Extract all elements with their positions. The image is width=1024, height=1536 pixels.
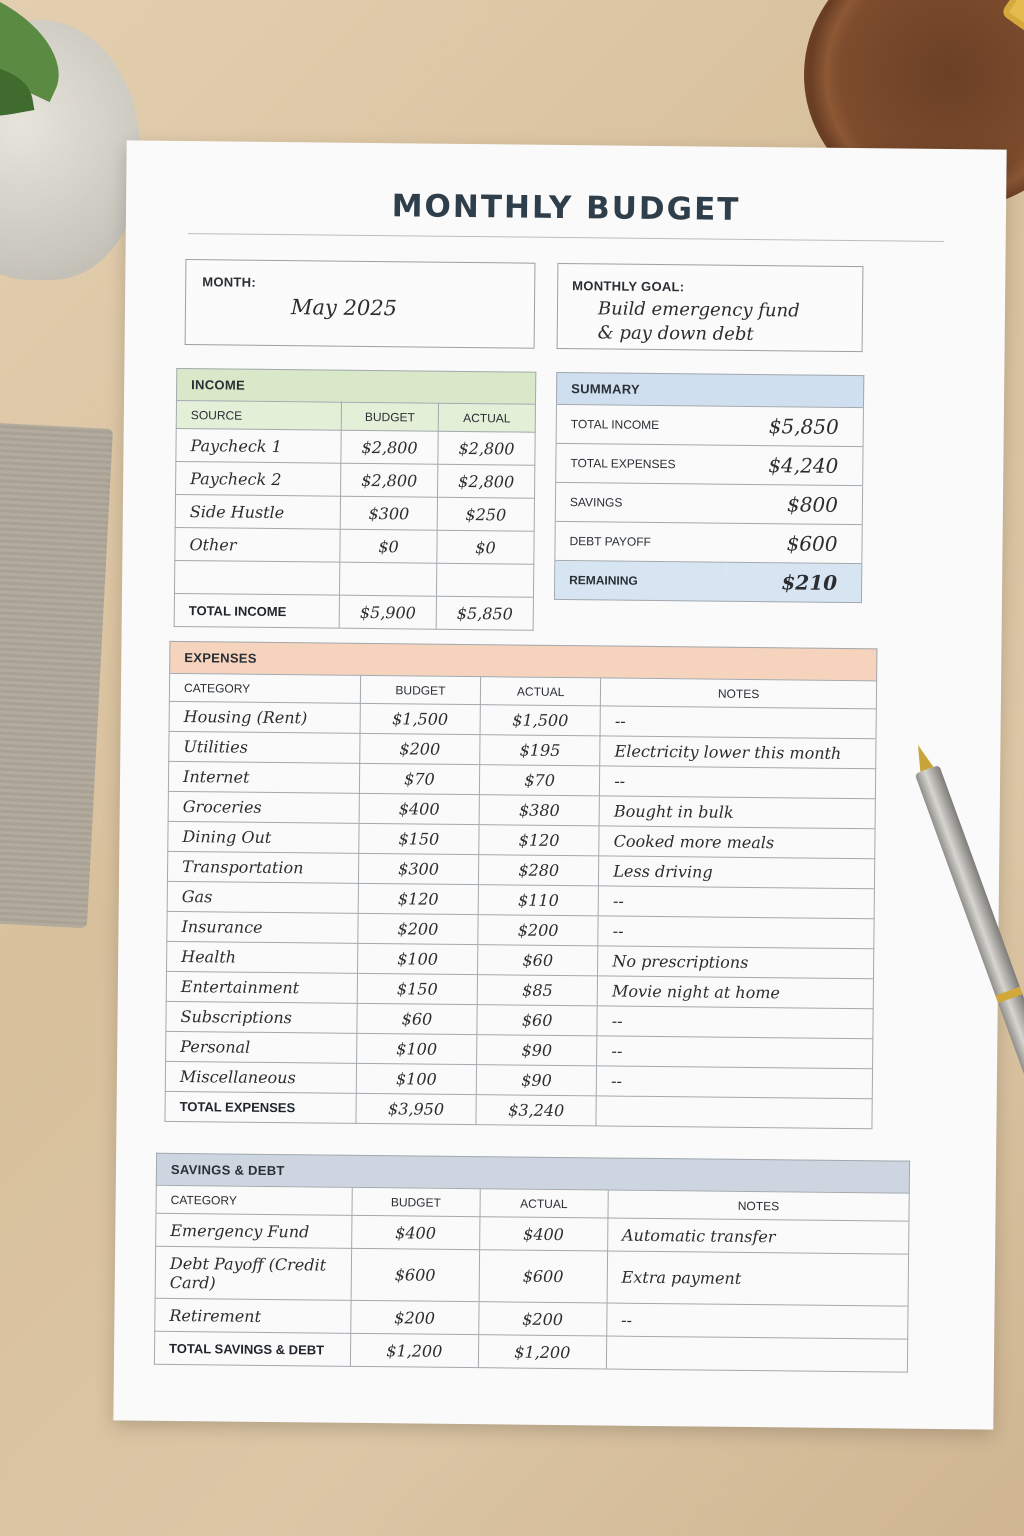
savings-note: Automatic transfer [607,1218,909,1254]
month-value: May 2025 [290,295,398,321]
income-actual: $0 [437,530,534,564]
savings-total-actual: $1,200 [478,1335,606,1369]
savings-budget: $200 [351,1300,479,1334]
expense-note: Electricity lower this month [600,736,876,769]
column-header: CATEGORY [169,673,360,703]
expense-actual: $200 [478,915,598,946]
summary-row [555,482,862,524]
expense-budget: $1,500 [360,703,480,734]
table-row [176,461,535,498]
summary-section [554,372,864,603]
summary-value: $600 [726,523,862,563]
column-header: ACTUAL [480,677,600,706]
expense-note: No prescriptions [598,946,874,979]
title-divider [188,233,944,242]
summary-table [554,404,864,603]
savings-note: -- [606,1303,908,1339]
table-row [174,560,533,597]
expense-category: Gas [167,881,358,913]
summary-label: TOTAL EXPENSES [556,443,728,484]
page-title: MONTHLY BUDGET [391,188,741,228]
income-source [174,560,339,595]
income-total-budget: $5,900 [339,595,436,629]
expense-budget: $150 [357,973,477,1004]
expense-note: -- [598,886,874,919]
summary-row [556,443,863,485]
savings-total-budget: $1,200 [350,1333,478,1367]
summary-value: $210 [726,562,862,602]
expense-category: Personal [166,1031,357,1063]
summary-label: DEBT PAYOFF [555,521,727,562]
goal-label: MONTHLY GOAL: [572,278,685,295]
column-header: ACTUAL [480,1189,608,1218]
expense-category: Housing (Rent) [169,701,360,733]
table-header-row [176,400,535,432]
expenses-total-note [596,1096,872,1129]
expense-note: Cooked more meals [599,826,875,859]
expense-actual: $1,500 [480,705,600,736]
expenses-total-label: TOTAL EXPENSES [165,1091,356,1123]
expenses-table [164,673,877,1129]
expense-actual: $195 [480,735,600,766]
savings-note: Extra payment [607,1251,909,1306]
expenses-heading: EXPENSES [169,641,877,680]
income-budget: $300 [340,496,437,530]
income-actual: $2,800 [438,431,535,465]
column-header: NOTES [608,1190,910,1221]
expense-note: -- [597,1036,873,1069]
expense-category: Internet [168,761,359,793]
expense-category: Dining Out [168,821,359,853]
table-row [176,428,535,465]
expense-budget: $70 [359,763,479,794]
expense-category: Miscellaneous [165,1061,356,1093]
income-source: Paycheck 1 [176,428,341,463]
expense-actual: $60 [477,1005,597,1036]
savings-actual: $200 [479,1302,607,1336]
income-total-actual: $5,850 [436,596,533,630]
expense-note: -- [597,1006,873,1039]
expense-actual: $110 [478,885,598,916]
column-header: BUDGET [352,1187,480,1216]
summary-value: $5,850 [728,406,864,446]
expense-category: Entertainment [166,971,357,1003]
expense-budget: $200 [358,913,478,944]
month-label: MONTH: [202,274,257,290]
total-row [174,593,533,630]
expense-budget: $100 [357,943,477,974]
expense-note: -- [600,706,876,739]
expense-category: Health [167,941,358,973]
income-budget: $2,800 [341,430,438,464]
savings-section [154,1153,910,1373]
expenses-total-budget: $3,950 [356,1093,476,1124]
summary-label: REMAINING [554,560,726,601]
expense-budget: $400 [359,793,479,824]
expense-budget: $300 [358,853,478,884]
summary-remaining-row [554,560,861,602]
income-table [174,400,536,631]
expense-category: Subscriptions [166,1001,357,1033]
savings-actual: $400 [479,1217,607,1251]
month-box [185,259,536,349]
expense-note: -- [600,766,876,799]
income-heading: INCOME [176,368,536,404]
savings-category: Retirement [155,1298,351,1333]
expenses-section [164,641,877,1129]
income-section [174,368,537,631]
summary-row [556,404,863,446]
savings-category: Debt Payoff (Credit Card) [155,1246,351,1300]
expense-note: Movie night at home [597,976,873,1009]
savings-total-label: TOTAL SAVINGS & DEBT [154,1331,350,1366]
goal-line-2: & pay down debt [597,322,754,346]
total-row [154,1331,907,1372]
expense-note: Bought in bulk [599,796,875,829]
expense-budget: $120 [358,883,478,914]
summary-label: TOTAL INCOME [556,404,728,445]
savings-actual: $600 [479,1250,608,1303]
summary-heading: SUMMARY [556,372,864,407]
summary-row [555,521,862,563]
expense-budget: $100 [356,1063,476,1094]
savings-budget: $600 [351,1248,480,1301]
plant-pot [0,20,140,280]
income-budget [340,562,437,596]
total-row [165,1091,872,1128]
expense-budget: $60 [357,1003,477,1034]
expense-actual: $90 [477,1035,597,1066]
income-source: Paycheck 2 [176,461,341,496]
expense-actual: $70 [479,765,599,796]
expense-actual: $85 [477,975,597,1006]
savings-heading: SAVINGS & DEBT [156,1153,910,1193]
expense-budget: $100 [356,1033,476,1064]
column-header: BUDGET [341,402,438,431]
expense-category: Groceries [168,791,359,823]
expenses-total-actual: $3,240 [476,1095,596,1126]
column-header: CATEGORY [156,1185,352,1215]
column-header: SOURCE [176,400,341,430]
income-source: Other [175,527,340,562]
summary-value: $4,240 [727,445,863,485]
expense-actual: $60 [478,945,598,976]
linen-napkin [0,422,113,929]
expense-note: Less driving [599,856,875,889]
income-budget: $0 [340,529,437,563]
expense-note: -- [596,1066,872,1099]
table-row [175,494,534,531]
expense-actual: $280 [479,855,599,886]
expense-note: -- [598,916,874,949]
expense-category: Transportation [167,851,358,883]
savings-total-note [606,1336,908,1372]
expense-category: Insurance [167,911,358,943]
income-source: Side Hustle [175,494,340,529]
savings-category: Emergency Fund [156,1213,352,1248]
table-row [155,1246,909,1306]
income-actual [437,563,534,597]
income-actual: $250 [437,497,534,531]
expense-actual: $120 [479,825,599,856]
binder-clip [1000,0,1024,54]
expense-actual: $380 [479,795,599,826]
table-row [175,527,534,564]
goal-line-1: Build emergency fund [597,298,800,322]
column-header: NOTES [601,678,877,709]
savings-budget: $400 [351,1215,479,1249]
column-header: ACTUAL [438,403,535,432]
income-total-label: TOTAL INCOME [174,593,339,628]
expense-budget: $200 [360,733,480,764]
goal-box [557,263,864,352]
income-budget: $2,800 [341,463,438,497]
savings-table [154,1185,910,1373]
summary-label: SAVINGS [555,482,727,523]
column-header: BUDGET [360,675,480,704]
expense-category: Utilities [169,731,360,763]
expense-budget: $150 [359,823,479,854]
expense-actual: $90 [476,1065,596,1096]
income-actual: $2,800 [438,464,535,498]
summary-value: $800 [727,484,863,524]
budget-sheet [113,140,1006,1429]
